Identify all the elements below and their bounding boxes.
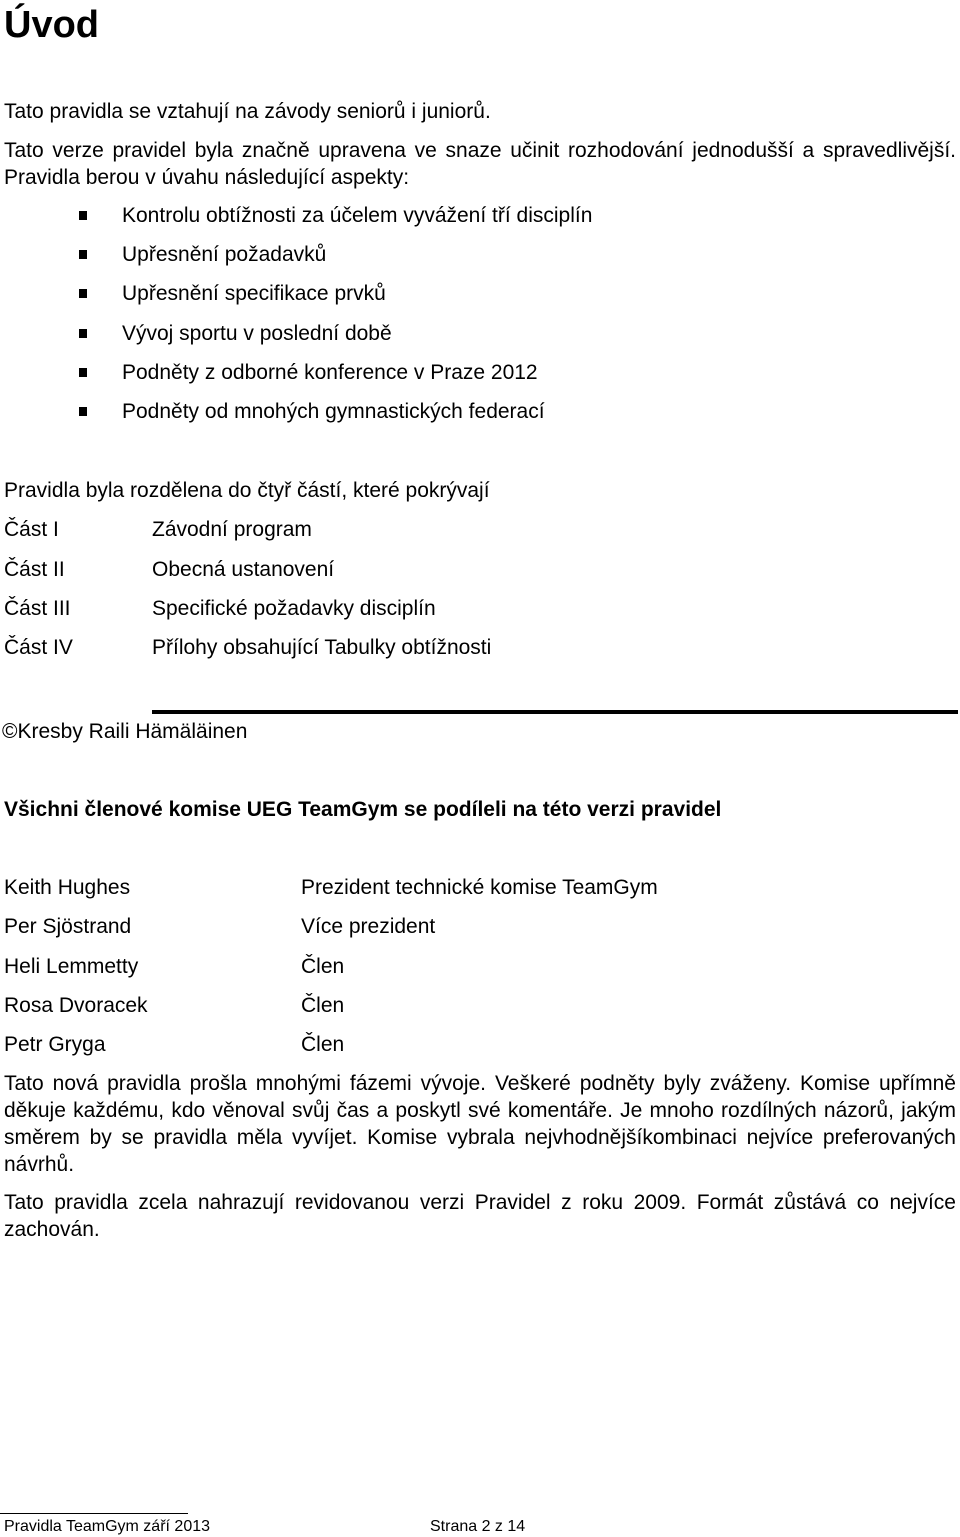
page-title: Úvod (4, 4, 99, 46)
intro-paragraph-2: Tato verze pravidel byla značně upravena ve snaze učinit rozhodování jednodušší a spravedlivější. Pravidla berou v úvahu následující aspekty: (4, 139, 956, 189)
intro-paragraph-1: Tato pravidla se vztahují na závody seniorů i juniorů. (4, 100, 491, 123)
member-name: Keith Hughes (4, 876, 131, 899)
horizontal-rule (152, 710, 958, 714)
member-name: Petr Gryga (4, 1033, 106, 1056)
aspects-list (0, 196, 960, 431)
illustration-credit: ©Kresby Raili Hämäläinen (2, 720, 248, 743)
closing-paragraph-1: Tato nová pravidla prošla mnohými fázemi vývoje. Veškeré podněty byly zváženy. Komise upřímně děkuje každému, kdo věnoval svůj čas a poskytl své komentáře. Je mnoho rozdílných názorů, jakým směrem by se pravidla měla vyvíjet. Komise vybrala nejvhodnějšíkombinaci nejvíce preferovaných návrhů. (4, 1072, 956, 1176)
member-role: Člen (301, 1033, 345, 1056)
part-description: Specifické požadavky disciplín (152, 597, 436, 620)
part-description: Závodní program (152, 518, 312, 541)
member-role: Člen (301, 955, 345, 978)
list-item: Vývoj sportu v poslední době (0, 314, 960, 353)
square-bullet-icon (79, 250, 87, 259)
list-item: Podněty z odborné konference v Praze 2012 (0, 353, 960, 392)
part-label: Část II (4, 558, 65, 581)
member-name: Rosa Dvoracek (4, 994, 148, 1017)
footer-page-number: Strana 2 z 14 (430, 1518, 526, 1535)
member-role: Člen (301, 994, 345, 1017)
member-role: Více prezident (301, 915, 436, 938)
list-item: Upřesnění specifikace prvků (0, 274, 960, 313)
square-bullet-icon (79, 289, 87, 298)
part-label: Část I (4, 518, 59, 541)
footer-rule (0, 1513, 188, 1514)
member-name: Per Sjöstrand (4, 915, 132, 938)
member-name: Heli Lemmetty (4, 955, 139, 978)
list-item: Podněty od mnohých gymnastických federací (0, 392, 960, 431)
closing-paragraph-2: Tato pravidla zcela nahrazují revidovanou verzi Pravidel z roku 2009. Formát zůstává co nejvíce zachován. (4, 1191, 956, 1241)
part-description: Přílohy obsahující Tabulky obtížnosti (152, 636, 492, 659)
list-item: Upřesnění požadavků (0, 235, 960, 274)
square-bullet-icon (79, 211, 87, 220)
part-description: Obecná ustanovení (152, 558, 335, 581)
member-role: Prezident technické komise TeamGym (301, 876, 658, 899)
footer-document-title: Pravidla TeamGym září 2013 (4, 1518, 211, 1535)
list-item: Kontrolu obtížnosti za účelem vyvážení tří disciplín (0, 196, 960, 235)
square-bullet-icon (79, 407, 87, 416)
square-bullet-icon (79, 368, 87, 377)
part-label: Část III (4, 597, 71, 620)
square-bullet-icon (79, 329, 87, 338)
part-label: Část IV (4, 636, 73, 659)
committee-heading: Všichni členové komise UEG TeamGym se podíleli na této verzi pravidel (4, 798, 722, 821)
parts-intro: Pravidla byla rozdělena do čtyř částí, které pokrývají (4, 479, 490, 502)
